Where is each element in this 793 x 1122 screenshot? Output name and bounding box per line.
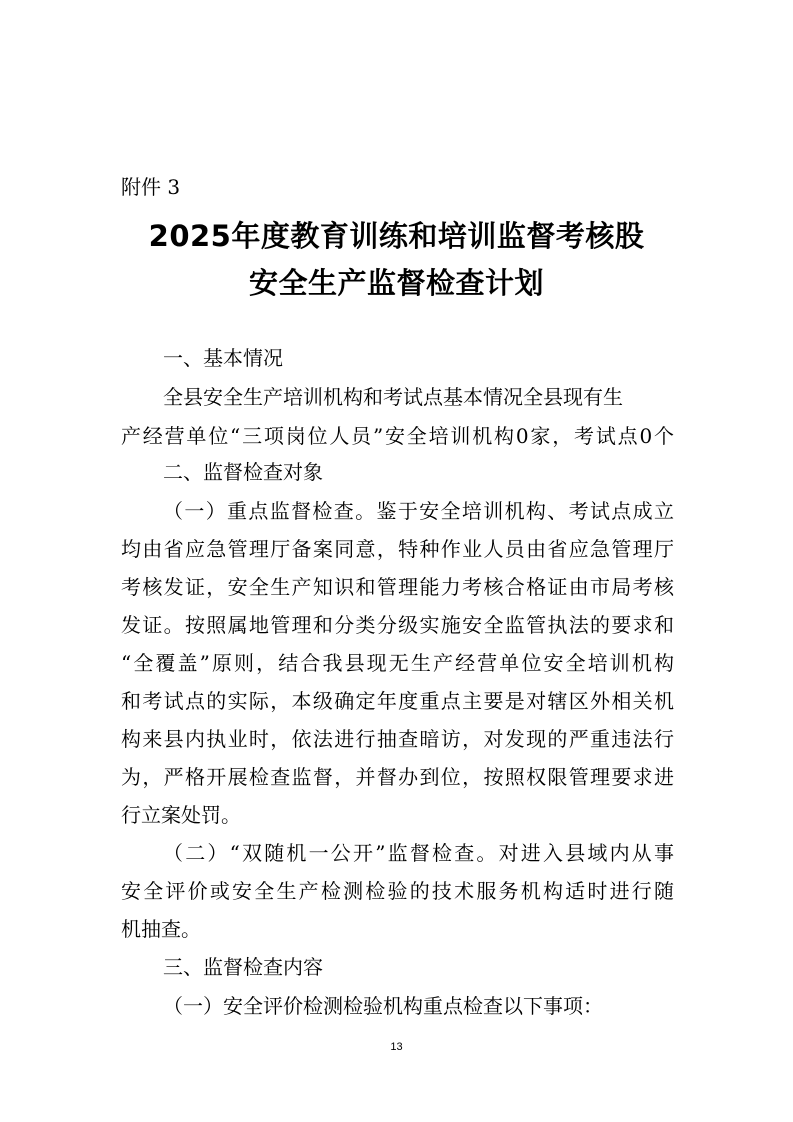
section-heading-basic-info: 一、基本情况	[163, 346, 283, 370]
paragraph-line: 构来县内执业时，依法进行抽查暗访，对发现的严重违法行	[121, 727, 674, 751]
paragraph-line: 安全评价或安全生产检测检验的技术服务机构适时进行随	[121, 879, 674, 903]
paragraph-line: 行立案处罚。	[121, 803, 241, 827]
attachment-label: 附件 3	[121, 175, 181, 199]
paragraph-line: 机抽查。	[121, 917, 201, 941]
page-number: 13	[390, 1041, 403, 1053]
section-heading-inspection-targets: 二、监督检查对象	[163, 460, 323, 484]
paragraph-line: （二）“双随机一公开”监督检查。对进入县域内从事	[163, 841, 674, 865]
paragraph-line: （一）重点监督检查。鉴于安全培训机构、考试点成立	[163, 499, 674, 523]
paragraph-line: 考核发证，安全生产知识和管理能力考核合格证由市局考核	[121, 575, 674, 599]
document-title-line-2: 安全生产监督检查计划	[248, 266, 544, 300]
paragraph-line: 为，严格开展检查监督，并督办到位，按照权限管理要求进	[121, 765, 674, 789]
paragraph-line: 和考试点的实际，本级确定年度重点主要是对辖区外相关机	[121, 689, 674, 713]
paragraph-line: 均由省应急管理厅备案同意，特种作业人员由省应急管理厅	[121, 537, 674, 561]
paragraph-line: （一）安全评价检测检验机构重点检查以下事项：	[163, 994, 603, 1018]
paragraph-line: “全覆盖”原则，结合我县现无生产经营单位安全培训机构	[121, 651, 674, 675]
paragraph-line: 全县安全生产培训机构和考试点基本情况全县现有生	[163, 385, 623, 409]
section-heading-inspection-content: 三、监督检查内容	[163, 955, 323, 979]
paragraph-line: 发证。按照属地管理和分类分级实施安全监管执法的要求和	[121, 613, 674, 637]
paragraph-line: 产经营单位“三项岗位人员”安全培训机构0家，考试点0个	[121, 424, 674, 448]
document-title-line-1: 2025年度教育训练和培训监督考核股	[148, 219, 645, 253]
